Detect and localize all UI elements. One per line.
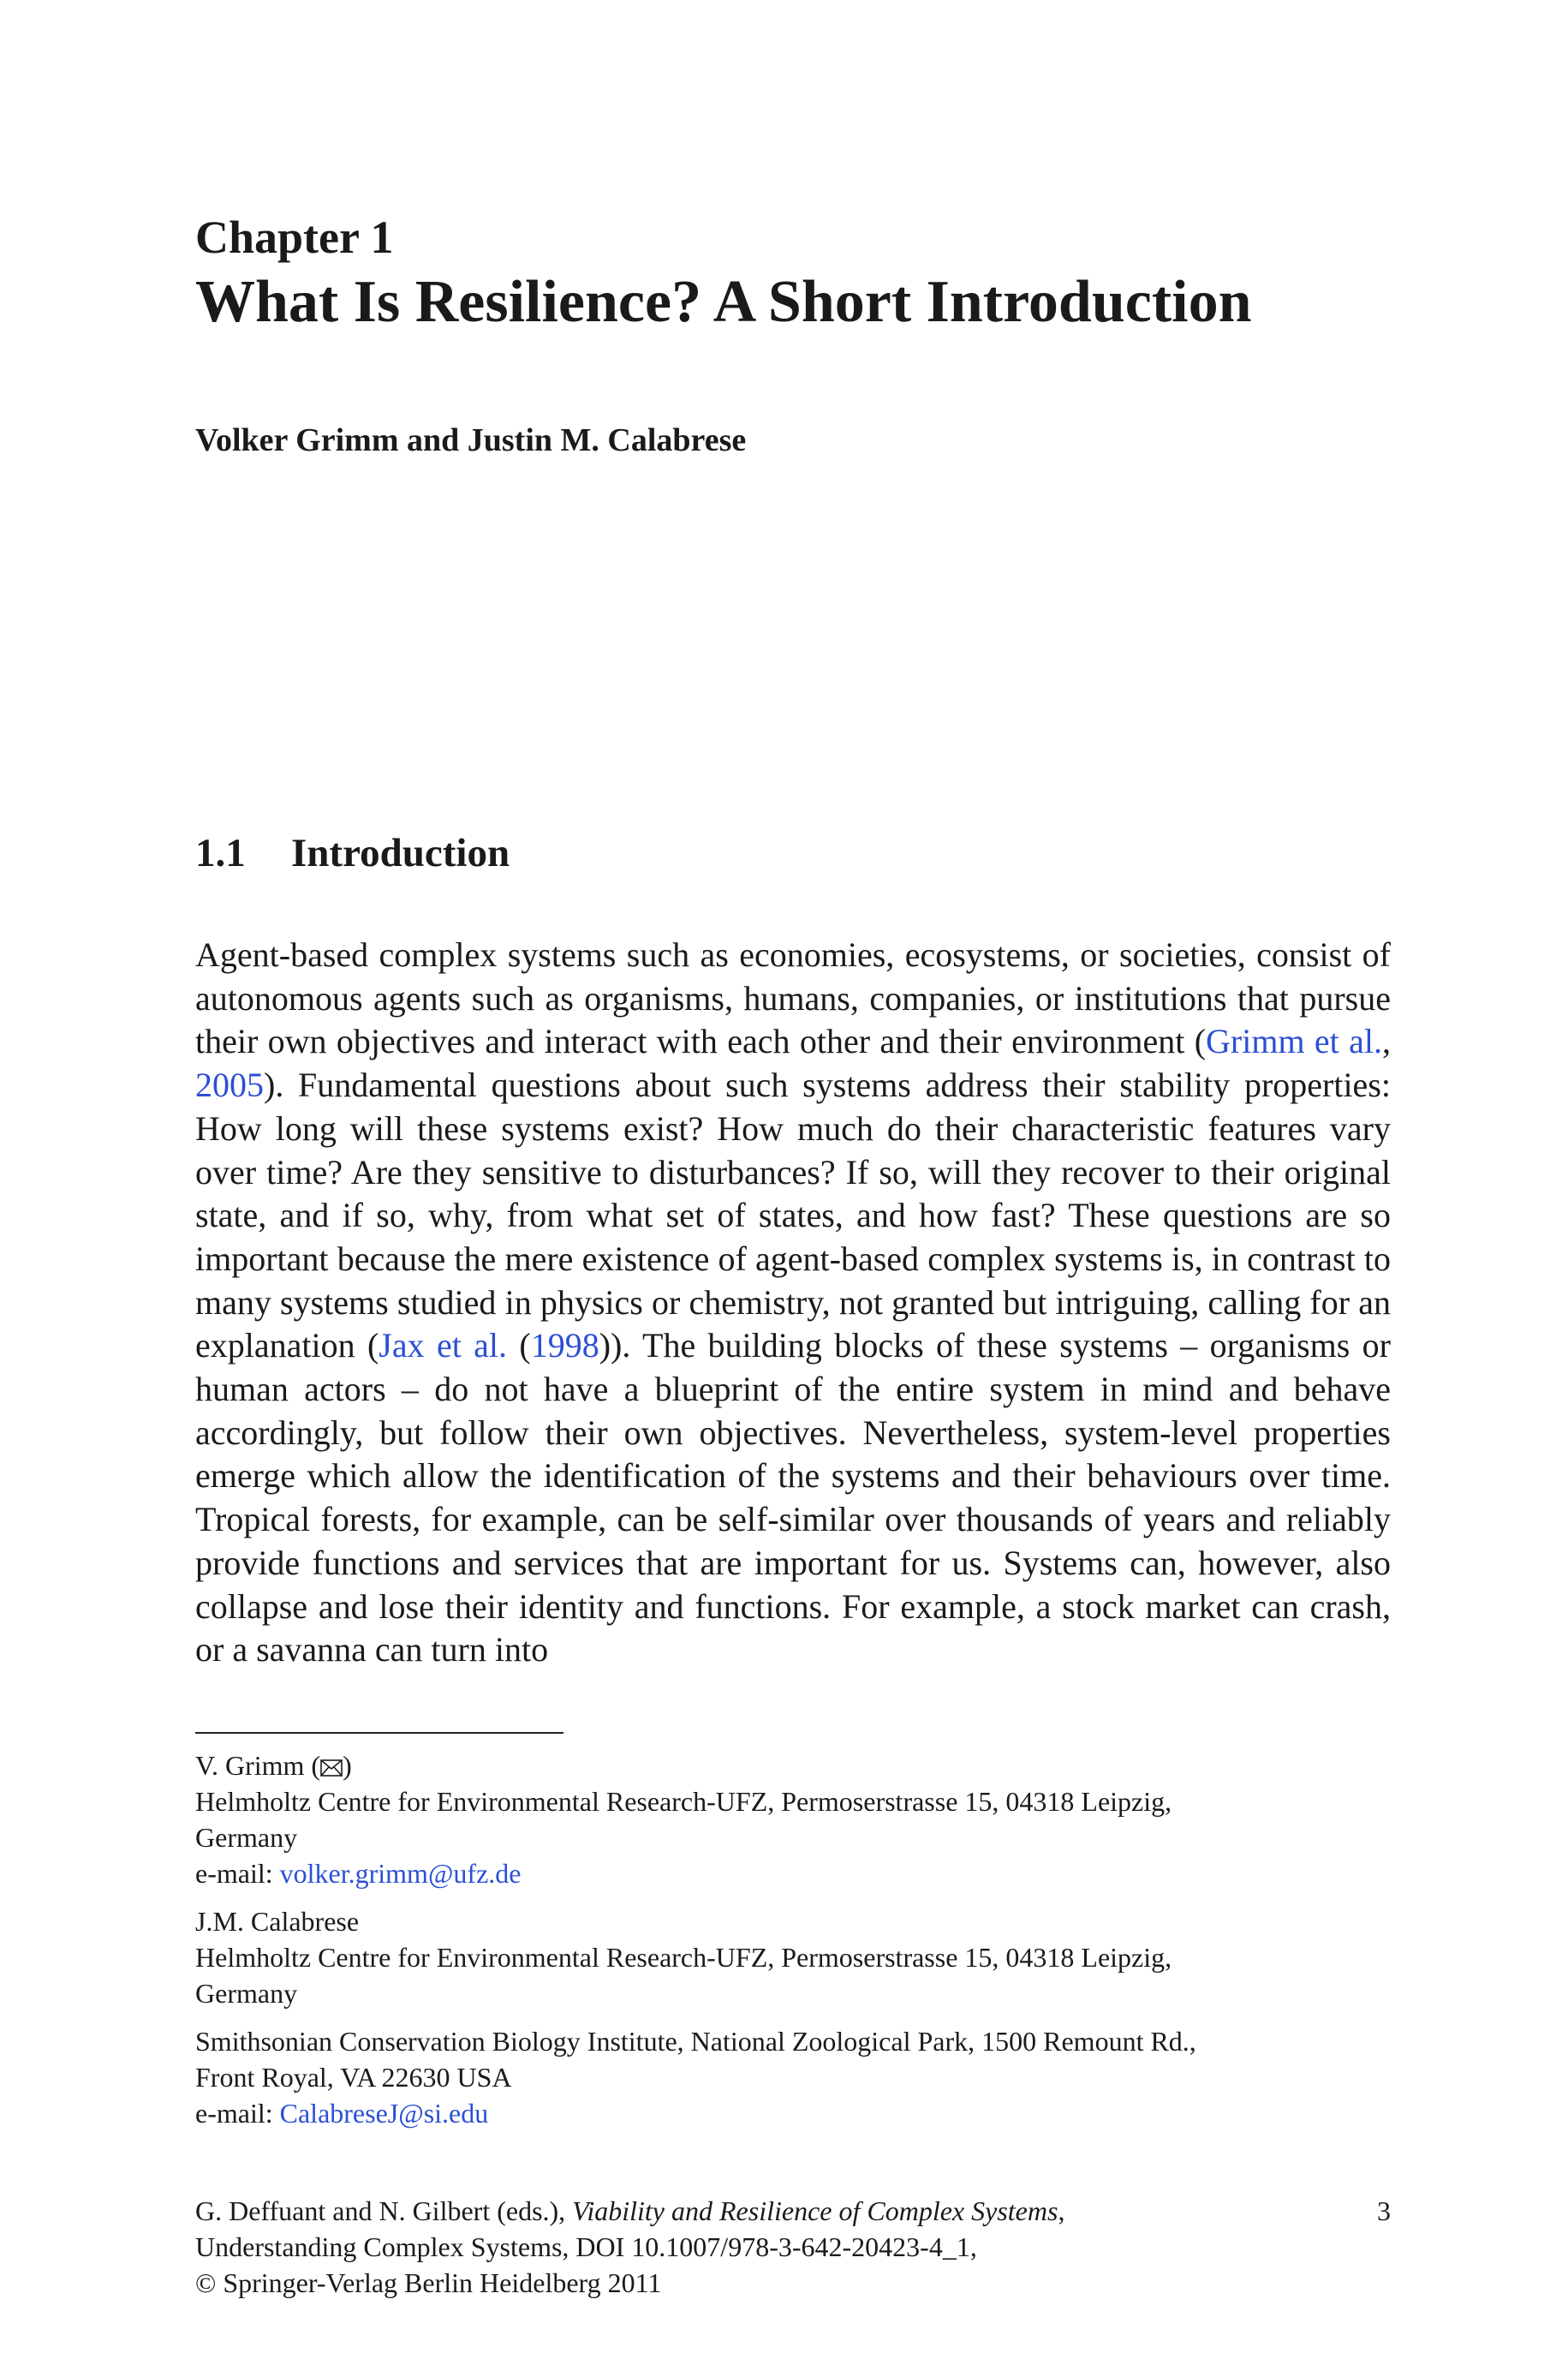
envelope-icon (320, 1759, 343, 1777)
paragraph-text: Agent-based complex systems such as economies, ecosystems, or societies, consist of autonomous agents such as organisms, humans, companies, or institutions that pursue their own objectives and interact with each other and their environment ( (195, 935, 1391, 1061)
affiliation-line: Germany (195, 1978, 298, 2009)
chapter-label: Chapter 1 (195, 212, 394, 263)
citation-punct: , (1058, 2195, 1065, 2226)
email-link-calabrese[interactable]: CalabreseJ@si.edu (279, 2098, 489, 2129)
author-name: J.M. Calabrese (195, 1906, 360, 1937)
body-paragraph (195, 934, 1391, 1672)
email-link-grimm[interactable]: volker.grimm@ufz.de (279, 1858, 522, 1889)
citation-book-title: Viability and Resilience of Complex Systems (572, 2195, 1058, 2226)
citation-editors: G. Deffuant and N. Gilbert (eds.), (195, 2195, 573, 2226)
footnote-calabrese-second (195, 2023, 1411, 2131)
affiliation-line: Front Royal, VA 22630 USA (195, 2062, 512, 2093)
page-number: 3 (1377, 2195, 1391, 2226)
citation-link-jax[interactable]: Jax et al. (379, 1326, 508, 1365)
affiliation-line: Helmholtz Centre for Environmental Research-UFZ, Permoserstrasse 15, 04318 Leipzig, (195, 1786, 1172, 1817)
affiliation-line: Germany (195, 1822, 298, 1853)
section-heading (195, 833, 510, 874)
citation-link-grimm[interactable]: Grimm et al. (1206, 1022, 1383, 1061)
book-citation (195, 2193, 1391, 2301)
author-name-close: ) (343, 1750, 352, 1781)
footnote-divider (195, 1732, 563, 1734)
copyright: © Springer-Verlag Berlin Heidelberg 2011 (195, 2267, 662, 2298)
email-label: e-mail: (195, 2098, 280, 2129)
author-name: V. Grimm ( (195, 1750, 321, 1781)
citation-editors-line (195, 2193, 1391, 2229)
email-label: e-mail: (195, 1858, 280, 1889)
citation-series: Understanding Complex Systems, DOI 10.1007/978-3-642-20423-4_1, (195, 2231, 977, 2262)
paragraph-text: )). The building blocks of these systems – organisms or human actors – do not have a blueprint of the entire system in mind and behave accordingly, but follow their own objectives. Nevertheless, system-level properties emerge which allow the identification of the systems and their behaviours over time. Tropical forests, for example, can be self-similar over thousands of years and reliably provide functions and services that are important for us. Systems can, however, also collapse and lose their identity and functions. For example, a stock market can crash, or a savanna can turn into (195, 1326, 1392, 1669)
footnote-calabrese (195, 1903, 1411, 2011)
section-title: Introduction (291, 831, 510, 875)
footnote-name-line (195, 1747, 1411, 1783)
chapter-authors: Volker Grimm and Justin M. Calabrese (195, 422, 747, 458)
citation-separator: , (1382, 1022, 1392, 1061)
citation-separator: ( (507, 1326, 531, 1365)
email-line (195, 2095, 1411, 2131)
chapter-title: What Is Resilience? A Short Introduction (195, 269, 1252, 335)
author-footnotes (195, 1747, 1411, 2143)
paragraph-text: ). Fundamental questions about such systems address their stability properties: How long will these systems exist? How much do their characteristic features vary over time? Are they sensitive to disturbances? If so, will they recover to their original state, and if so, why, from what set of states, and how fast? These questions are so important because the mere existence of agent-based complex systems is, in contrast to many systems studied in physics or chemistry, not granted but intriguing, calling for an explanation ( (195, 1066, 1391, 1365)
affiliation-line: Smithsonian Conservation Biology Institute, National Zoological Park, 1500 Remount Rd., (195, 2026, 1196, 2057)
paragraph-1 (195, 934, 1391, 1672)
affiliation-line: Helmholtz Centre for Environmental Research-UFZ, Permoserstrasse 15, 04318 Leipzig, (195, 1942, 1172, 1973)
section-number: 1.1 (195, 831, 246, 875)
email-line (195, 1855, 1411, 1891)
citation-link-jax-year[interactable]: 1998 (530, 1326, 599, 1365)
footnote-grimm (195, 1747, 1411, 1891)
citation-link-grimm-year[interactable]: 2005 (195, 1066, 264, 1105)
